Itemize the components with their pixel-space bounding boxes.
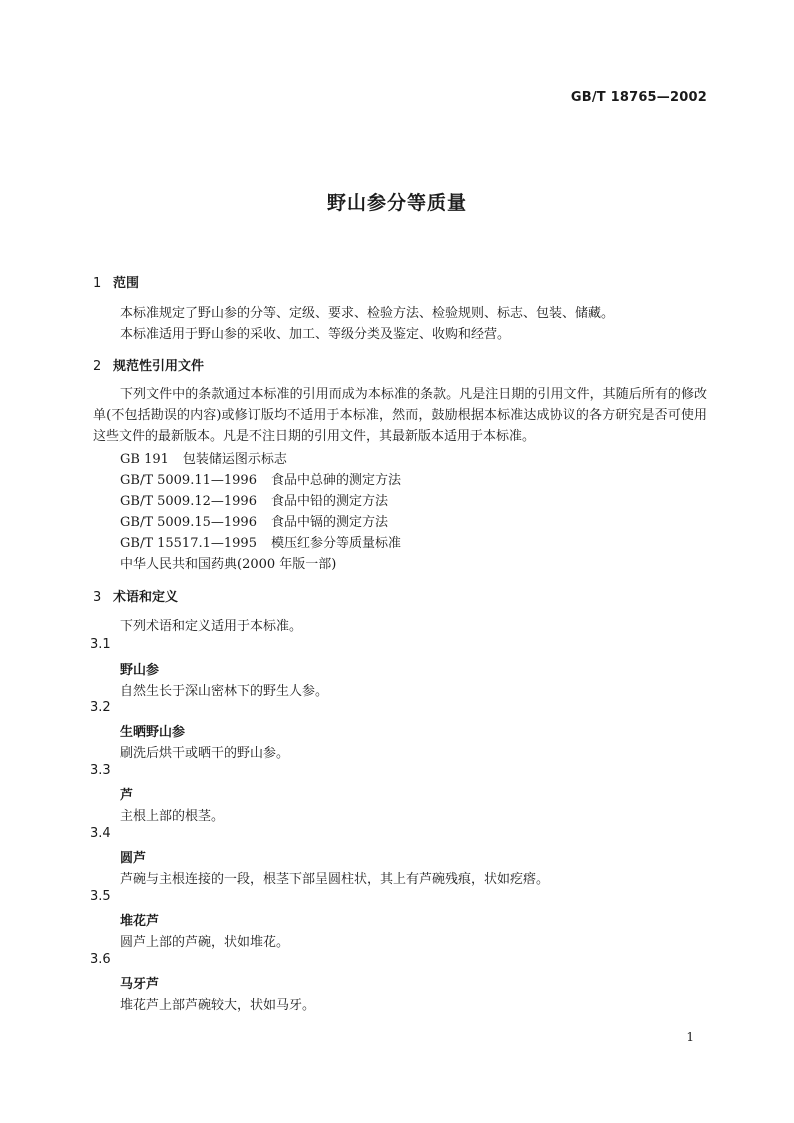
reference-code: GB 191 (120, 452, 169, 467)
section-heading-scope (93, 272, 139, 291)
reference-title: 包装储运图示标志 (182, 452, 287, 467)
reference-title: 食品中镉的测定方法 (270, 515, 388, 530)
reference-item (120, 532, 401, 551)
section-heading-terms-definitions (93, 586, 178, 605)
standard-code: GB/T 18765—2002 (570, 90, 707, 105)
references-intro-paragraph: 下列文件中的条款通过本标准的引用而成为本标准的条款。凡是注日期的引用文件，其随后所有的修改单(不包括勘误的内容)或修订版均不适用于本标准，然而，鼓励根据本标准达成协议的各方研究是否可使用这些文件的最新版本。凡是不注日期的引用文件，其最新版本适用于本标准。 (93, 387, 707, 444)
term-definition: 主根上部的根茎。 (120, 809, 225, 824)
section-number: 2 (93, 359, 102, 374)
term-name: 生晒野山参 (120, 725, 186, 740)
section-heading-normative-references (93, 355, 204, 374)
reference-title: 模压红参分等质量标准 (270, 536, 401, 551)
term-number: 3.5 (90, 889, 111, 904)
reference-code: GB/T 15517.1—1995 (120, 536, 257, 551)
reference-item (120, 469, 401, 488)
term-definition: 刷洗后烘干或晒干的野山参。 (120, 746, 290, 761)
term-definition: 自然生长于深山密林下的野生人参。 (120, 684, 329, 699)
reference-item (120, 448, 287, 467)
document-title: 野山参分等质量 (326, 192, 467, 214)
reference-code: GB/T 5009.11—1996 (120, 473, 257, 488)
reference-code: GB/T 5009.15—1996 (120, 515, 257, 530)
reference-item (120, 553, 336, 572)
term-number: 3.1 (90, 637, 111, 652)
term-number: 3.6 (90, 952, 111, 967)
reference-item (120, 511, 388, 530)
section-number: 3 (93, 590, 102, 605)
term-definition: 圆芦上部的芦碗，状如堆花。 (120, 935, 290, 950)
term-name: 野山参 (120, 663, 160, 678)
scope-line: 本标准规定了野山参的分等、定级、要求、检验方法、检验规则、标志、包装、储藏。 (120, 306, 615, 321)
scope-line: 本标准适用于野山参的采收、加工、等级分类及鉴定、收购和经营。 (120, 327, 511, 342)
section-number: 1 (93, 276, 102, 291)
term-name: 堆花芦 (120, 914, 160, 929)
page-number: 1 (686, 1030, 694, 1044)
term-name: 芦 (120, 788, 134, 803)
section-title: 规范性引用文件 (113, 359, 205, 374)
term-definition: 堆花芦上部芦碗较大，状如马牙。 (120, 998, 316, 1013)
reference-code: GB/T 5009.12—1996 (120, 494, 257, 509)
reference-title: 食品中铅的测定方法 (270, 494, 388, 509)
term-number: 3.2 (90, 700, 111, 715)
term-definition: 芦碗与主根连接的一段，根茎下部呈圆柱状，其上有芦碗残痕，状如疙瘩。 (120, 872, 550, 887)
section-title: 范围 (113, 276, 140, 291)
term-name: 马牙芦 (120, 977, 160, 992)
section-title: 术语和定义 (113, 590, 179, 605)
reference-item (120, 490, 388, 509)
reference-code: 中华人民共和国药典(2000 年版一部) (120, 557, 337, 572)
term-name: 圆芦 (120, 851, 147, 866)
terms-intro: 下列术语和定义适用于本标准。 (120, 619, 303, 634)
reference-title: 食品中总砷的测定方法 (270, 473, 401, 488)
term-number: 3.4 (90, 826, 111, 841)
term-number: 3.3 (90, 763, 111, 778)
